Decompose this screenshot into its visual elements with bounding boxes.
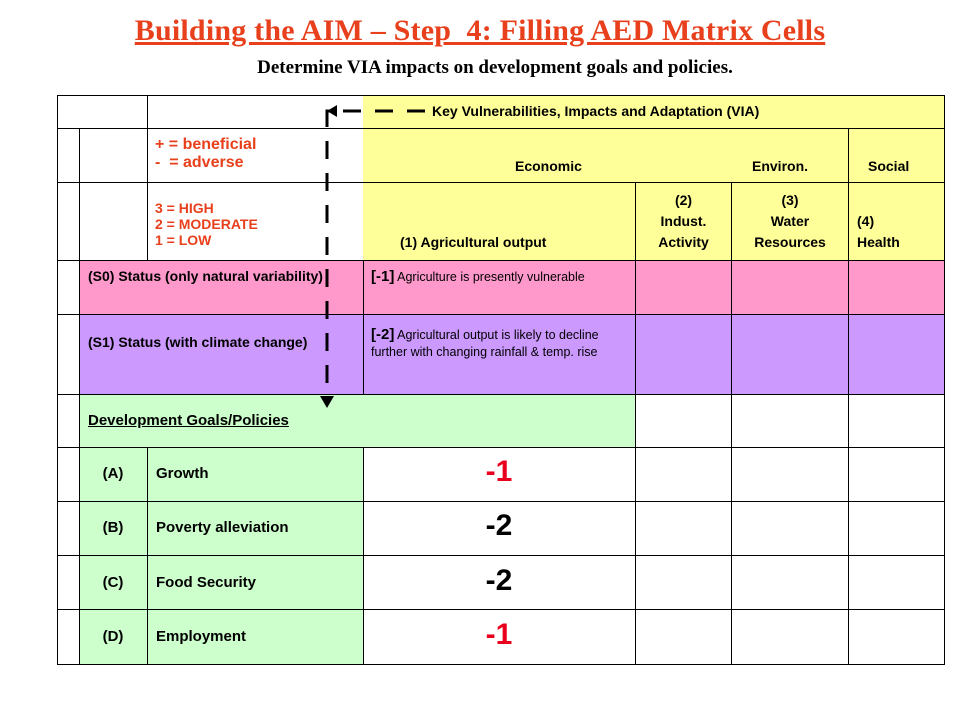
scale-moderate: 2 = MODERATE bbox=[155, 216, 258, 232]
arrow-path bbox=[327, 111, 425, 398]
s0-score: [-1] bbox=[371, 268, 395, 285]
goal-code: (B) bbox=[102, 519, 124, 536]
col-health: (4) Health bbox=[857, 213, 900, 250]
via-title: Key Vulnerabilities, Impacts and Adaptation (VIA) bbox=[432, 103, 760, 119]
goal-score: -2 bbox=[485, 509, 513, 542]
scale-low: 1 = LOW bbox=[155, 232, 212, 248]
s0-label: (S0) Status (only natural variability) bbox=[88, 268, 323, 284]
slide-subtitle: Determine VIA impacts on development goals and policies. bbox=[257, 57, 733, 78]
s1-score: [-2] bbox=[371, 326, 395, 343]
goal-code: (C) bbox=[102, 574, 124, 591]
col-agricultural-output: (1) Agricultural output bbox=[400, 234, 547, 250]
goal-name: Poverty alleviation bbox=[156, 519, 289, 536]
col-water-resources: (3) Water Resources bbox=[754, 192, 826, 250]
goal-name: Employment bbox=[156, 628, 247, 645]
goals-heading: Development Goals/Policies bbox=[88, 412, 289, 429]
s0-text: Agriculture is presently vulnerable bbox=[394, 270, 585, 284]
arrow-head-down bbox=[320, 396, 334, 408]
slide-title: Building the AIM – Step 4: Filling AED Matrix Cells bbox=[134, 14, 826, 47]
goal-name: Growth bbox=[156, 465, 209, 482]
s1-text: Agricultural output is likely to decline further with changing rainfall & temp. rise bbox=[371, 328, 599, 359]
legend-beneficial: + = beneficial bbox=[155, 136, 257, 153]
legend-adverse: - = adverse bbox=[155, 154, 244, 171]
goal-code: (D) bbox=[102, 628, 124, 645]
group-environ: Environ. bbox=[752, 158, 809, 174]
goal-code: (A) bbox=[102, 465, 124, 482]
scale-high: 3 = HIGH bbox=[155, 200, 214, 216]
col-indust-activity: (2) Indust. Activity bbox=[658, 192, 709, 250]
goal-score: -1 bbox=[485, 455, 513, 488]
goal-score: -2 bbox=[485, 564, 513, 597]
group-social: Social bbox=[868, 158, 910, 174]
goal-name: Food Security bbox=[156, 574, 257, 591]
goal-score: -1 bbox=[485, 618, 513, 651]
group-economic: Economic bbox=[515, 158, 582, 174]
s1-label: (S1) Status (with climate change) bbox=[88, 334, 308, 350]
